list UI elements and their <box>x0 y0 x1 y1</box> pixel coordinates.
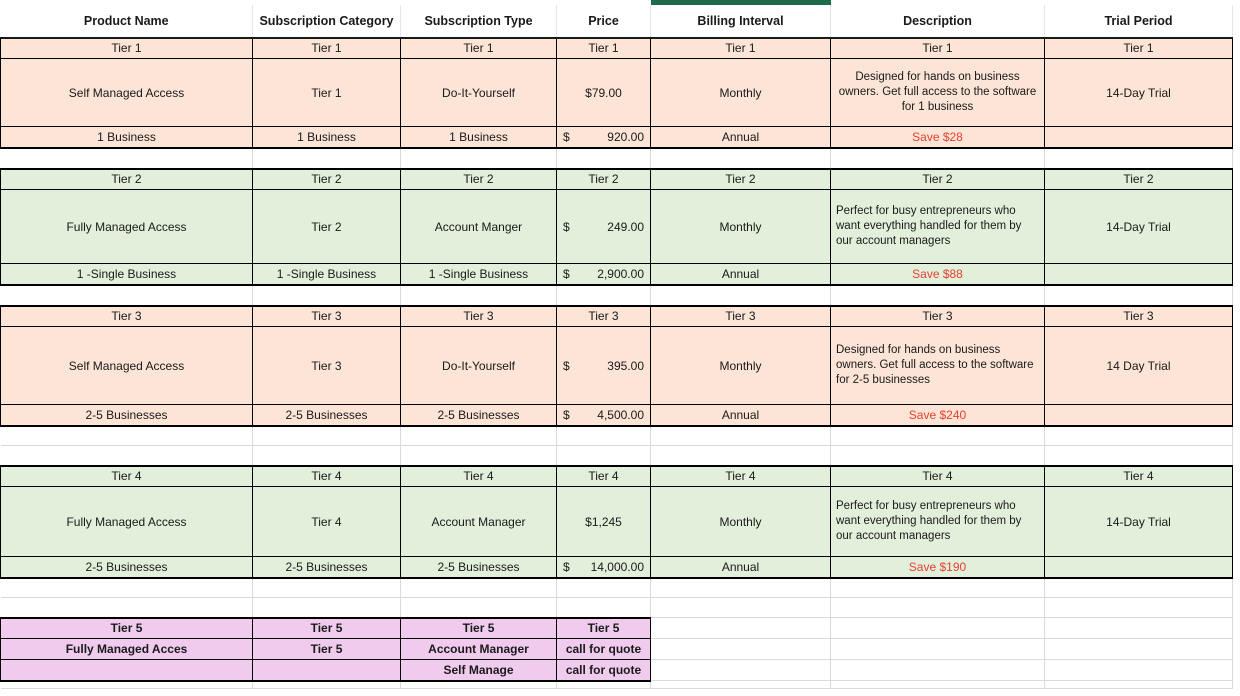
tier1-price-cell[interactable]: $79.00 <box>557 59 651 127</box>
amount: 395.00 <box>607 358 644 373</box>
tier1-label-cell[interactable]: Tier 1 <box>401 38 557 59</box>
tier4-main-row <box>1 487 1233 557</box>
tier1-interval-cell[interactable]: Monthly <box>651 59 831 127</box>
tier4-annual-row <box>1 557 1233 578</box>
grid-cell[interactable] <box>651 660 831 681</box>
tier3-trial-cell[interactable]: 14 Day Trial <box>1045 327 1233 405</box>
tier5-label-cell[interactable]: Tier 5 <box>401 618 557 639</box>
header-row <box>1 3 1233 38</box>
tier5-label-cell[interactable]: Tier 5 <box>253 618 401 639</box>
grid-cell[interactable] <box>1 148 253 169</box>
tier2-trial-cell[interactable]: 14-Day Trial <box>1045 190 1233 264</box>
tier1-annual-row <box>1 127 1233 148</box>
tier2-product-cell[interactable]: Fully Managed Access <box>1 190 253 264</box>
grid-cell[interactable] <box>557 681 651 689</box>
tier2-label-cell[interactable]: Tier 2 <box>401 169 557 190</box>
tier1-trial-cell[interactable]: 14-Day Trial <box>1045 59 1233 127</box>
tier4-label-cell[interactable]: Tier 4 <box>651 466 831 487</box>
grid-cell[interactable] <box>651 681 831 689</box>
spacer-row <box>1 148 1233 169</box>
spacer-row <box>1 681 1233 689</box>
tier5-main-row <box>1 639 1233 660</box>
grid-cell[interactable] <box>1 426 253 446</box>
tier3-category-cell[interactable]: Tier 3 <box>253 327 401 405</box>
tier5-empty-cell[interactable] <box>253 660 401 681</box>
tier4-unit-cell[interactable]: 2-5 Businesses <box>253 557 401 578</box>
amount: 249.00 <box>607 219 644 234</box>
grid-cell[interactable] <box>401 446 557 466</box>
grid-cell[interactable] <box>253 578 401 598</box>
amount: 920.00 <box>607 129 644 144</box>
tier3-annual-row <box>1 405 1233 426</box>
grid-cell[interactable] <box>253 426 401 446</box>
col-header-billing-interval[interactable]: Billing Interval <box>651 3 831 38</box>
amount: 14,000.00 <box>590 559 644 574</box>
grid-cell[interactable] <box>1 578 253 598</box>
grid-cell[interactable] <box>831 681 1045 689</box>
tier1-label-cell[interactable]: Tier 1 <box>1 38 253 59</box>
tier3-empty-cell[interactable] <box>1045 405 1233 426</box>
tier4-label-cell[interactable]: Tier 4 <box>1 466 253 487</box>
tier5-price2-cell[interactable]: call for quote <box>557 660 651 681</box>
tier4-save-cell[interactable]: Save $190 <box>831 557 1045 578</box>
tier1-annual-price-cell[interactable] <box>557 127 651 148</box>
tier4-annual-price-cell[interactable] <box>557 557 651 578</box>
grid-cell[interactable] <box>557 578 651 598</box>
spacer-row <box>1 426 1233 446</box>
tier4-price-cell[interactable]: $1,245 <box>557 487 651 557</box>
grid-cell[interactable] <box>401 426 557 446</box>
tier5-type2-cell[interactable]: Self Manage <box>401 660 557 681</box>
grid-cell[interactable] <box>1045 639 1233 660</box>
amount: 2,900.00 <box>597 266 644 281</box>
spacer-row <box>1 578 1233 598</box>
tier4-annual-interval-cell[interactable]: Annual <box>651 557 831 578</box>
grid-cell[interactable] <box>1045 578 1233 598</box>
grid-cell[interactable] <box>557 148 651 169</box>
currency-symbol: $ <box>563 407 570 422</box>
tier2-main-row <box>1 190 1233 264</box>
grid-cell[interactable] <box>1 681 253 689</box>
tier3-save-cell[interactable]: Save $240 <box>831 405 1045 426</box>
tier5-label-cell[interactable]: Tier 5 <box>1 618 253 639</box>
col-header-subscription-type[interactable]: Subscription Type <box>401 3 557 38</box>
grid-cell[interactable] <box>1 285 253 306</box>
tier1-unit-cell[interactable]: 1 Business <box>1 127 253 148</box>
tier2-label-cell[interactable]: Tier 2 <box>651 169 831 190</box>
tier4-empty-cell[interactable] <box>1045 557 1233 578</box>
col-header-description[interactable]: Description <box>831 3 1045 38</box>
tier4-product-cell[interactable]: Fully Managed Access <box>1 487 253 557</box>
tier1-label-cell[interactable]: Tier 1 <box>253 38 401 59</box>
grid-cell[interactable] <box>831 148 1045 169</box>
tier2-category-cell[interactable]: Tier 2 <box>253 190 401 264</box>
grid-cell[interactable] <box>401 578 557 598</box>
tier2-price-cell[interactable] <box>557 190 651 264</box>
tier3-annual-price-cell[interactable] <box>557 405 651 426</box>
currency-symbol: $ <box>563 559 570 574</box>
tier4-label-cell[interactable]: Tier 4 <box>253 466 401 487</box>
grid-cell[interactable] <box>831 639 1045 660</box>
grid-cell[interactable] <box>651 639 831 660</box>
grid-cell[interactable] <box>253 148 401 169</box>
tier1-label-cell[interactable]: Tier 1 <box>831 38 1045 59</box>
tier3-interval-cell[interactable]: Monthly <box>651 327 831 405</box>
grid-cell[interactable] <box>1 446 253 466</box>
col-header-trial-period[interactable]: Trial Period <box>1045 3 1233 38</box>
tier4-description-cell[interactable]: Perfect for busy entrepreneurs who want everything handled for them by our account managers <box>831 487 1045 557</box>
tier1-type-cell[interactable]: Do-It-Yourself <box>401 59 557 127</box>
tier3-unit-cell[interactable]: 2-5 Businesses <box>401 405 557 426</box>
grid-cell[interactable] <box>1045 148 1233 169</box>
tier3-description-cell[interactable]: Designed for hands on business owners. Get full access to the software for 2-5 businesses <box>831 327 1045 405</box>
tier4-category-cell[interactable]: Tier 4 <box>253 487 401 557</box>
tier3-unit-cell[interactable]: 2-5 Businesses <box>253 405 401 426</box>
tier1-description-cell[interactable]: Designed for hands on business owners. Get full access to the software for 1 business <box>831 59 1045 127</box>
tier3-label-cell[interactable]: Tier 3 <box>401 306 557 327</box>
tier2-label-cell[interactable]: Tier 2 <box>253 169 401 190</box>
grid-cell[interactable] <box>831 578 1045 598</box>
tier4-label-cell[interactable]: Tier 4 <box>831 466 1045 487</box>
grid-cell[interactable] <box>1045 426 1233 446</box>
tier4-interval-cell[interactable]: Monthly <box>651 487 831 557</box>
grid-cell[interactable] <box>253 446 401 466</box>
tier2-label-cell[interactable]: Tier 2 <box>1 169 253 190</box>
grid-cell[interactable] <box>831 618 1045 639</box>
tier1-unit-cell[interactable]: 1 Business <box>401 127 557 148</box>
tier3-type-cell[interactable]: Do-It-Yourself <box>401 327 557 405</box>
grid-cell[interactable] <box>651 578 831 598</box>
tier4-unit-cell[interactable]: 2-5 Businesses <box>1 557 253 578</box>
spacer-row <box>1 598 1233 618</box>
tier2-label-cell[interactable]: Tier 2 <box>1045 169 1233 190</box>
tier3-label-cell[interactable]: Tier 3 <box>651 306 831 327</box>
grid-cell[interactable] <box>1045 446 1233 466</box>
tier3-product-cell[interactable]: Self Managed Access <box>1 327 253 405</box>
currency-symbol: $ <box>563 129 570 144</box>
tier4-trial-cell[interactable]: 14-Day Trial <box>1045 487 1233 557</box>
grid-cell[interactable] <box>651 285 831 306</box>
tier4-type-cell[interactable]: Account Manager <box>401 487 557 557</box>
tier3-label-cell[interactable]: Tier 3 <box>831 306 1045 327</box>
grid-cell[interactable] <box>651 598 831 618</box>
tier1-label-row <box>1 38 1233 59</box>
tier1-label-cell[interactable]: Tier 1 <box>1045 38 1233 59</box>
grid-cell[interactable] <box>1045 618 1233 639</box>
tier3-label-cell[interactable]: Tier 3 <box>1 306 253 327</box>
tier2-label-cell[interactable]: Tier 2 <box>557 169 651 190</box>
tier2-unit-cell[interactable]: 1 -Single Business <box>401 264 557 285</box>
tier3-main-row <box>1 327 1233 405</box>
grid-cell[interactable] <box>831 446 1045 466</box>
grid-cell[interactable] <box>253 285 401 306</box>
tier5-product-cell[interactable]: Fully Managed Acces <box>1 639 253 660</box>
tier5-secondary-row <box>1 660 1233 681</box>
col-header-price[interactable]: Price <box>557 3 651 38</box>
currency-symbol: $ <box>563 219 570 234</box>
grid-cell[interactable] <box>253 681 401 689</box>
grid-cell[interactable] <box>253 598 401 618</box>
tier4-unit-cell[interactable]: 2-5 Businesses <box>401 557 557 578</box>
grid-cell[interactable] <box>557 598 651 618</box>
tier1-annual-interval-cell[interactable]: Annual <box>651 127 831 148</box>
amount: 4,500.00 <box>597 407 644 422</box>
tier1-category-cell[interactable]: Tier 1 <box>253 59 401 127</box>
spacer-row <box>1 446 1233 466</box>
grid-cell[interactable] <box>1045 681 1233 689</box>
grid-cell[interactable] <box>557 426 651 446</box>
grid-cell[interactable] <box>557 446 651 466</box>
tier5-price-cell[interactable]: call for quote <box>557 639 651 660</box>
currency-symbol: $ <box>563 358 570 373</box>
grid-cell[interactable] <box>651 148 831 169</box>
tier5-label-cell[interactable]: Tier 5 <box>557 618 651 639</box>
grid-cell[interactable] <box>1045 285 1233 306</box>
tier1-main-row <box>1 59 1233 127</box>
tier2-unit-cell[interactable]: 1 -Single Business <box>253 264 401 285</box>
grid-cell[interactable] <box>831 285 1045 306</box>
tier3-annual-interval-cell[interactable]: Annual <box>651 405 831 426</box>
tier3-label-cell[interactable]: Tier 3 <box>1045 306 1233 327</box>
currency-symbol: $ <box>563 266 570 281</box>
grid-cell[interactable] <box>1045 660 1233 681</box>
col-header-product-name[interactable]: Product Name <box>1 3 253 38</box>
col-header-subscription-category[interactable]: Subscription Category <box>253 3 401 38</box>
tier4-label-cell[interactable]: Tier 4 <box>557 466 651 487</box>
tier4-label-cell[interactable]: Tier 4 <box>1045 466 1233 487</box>
grid-cell[interactable] <box>401 148 557 169</box>
tier2-annual-price-cell[interactable] <box>557 264 651 285</box>
tier3-unit-cell[interactable]: 2-5 Businesses <box>1 405 253 426</box>
tier5-type-cell[interactable]: Account Manager <box>401 639 557 660</box>
tier2-annual-row <box>1 264 1233 285</box>
tier5-empty-cell[interactable] <box>1 660 253 681</box>
spacer-row <box>1 285 1233 306</box>
tier4-label-row <box>1 466 1233 487</box>
tier5-category-cell[interactable]: Tier 5 <box>253 639 401 660</box>
grid-cell[interactable] <box>401 681 557 689</box>
tier3-label-cell[interactable]: Tier 3 <box>253 306 401 327</box>
tier1-product-cell[interactable]: Self Managed Access <box>1 59 253 127</box>
grid-cell[interactable] <box>831 426 1045 446</box>
tier2-label-row <box>1 169 1233 190</box>
tier3-price-cell[interactable] <box>557 327 651 405</box>
tier5-label-row <box>1 618 1233 639</box>
tier1-save-cell[interactable]: Save $28 <box>831 127 1045 148</box>
grid-cell[interactable] <box>401 598 557 618</box>
tier1-empty-cell[interactable] <box>1045 127 1233 148</box>
tier2-label-cell[interactable]: Tier 2 <box>831 169 1045 190</box>
grid-cell[interactable] <box>401 285 557 306</box>
grid-cell[interactable] <box>831 598 1045 618</box>
tier3-label-row <box>1 306 1233 327</box>
tier2-description-cell[interactable]: Perfect for busy entrepreneurs who want everything handled for them by our account managers <box>831 190 1045 264</box>
tier1-label-cell[interactable]: Tier 1 <box>651 38 831 59</box>
grid-cell[interactable] <box>1 598 253 618</box>
tier2-annual-interval-cell[interactable]: Annual <box>651 264 831 285</box>
tier3-label-cell[interactable]: Tier 3 <box>557 306 651 327</box>
tier2-unit-cell[interactable]: 1 -Single Business <box>1 264 253 285</box>
tier1-label-cell[interactable]: Tier 1 <box>557 38 651 59</box>
tier2-empty-cell[interactable] <box>1045 264 1233 285</box>
grid-cell[interactable] <box>1045 598 1233 618</box>
grid-cell[interactable] <box>557 285 651 306</box>
tier2-save-cell[interactable]: Save $88 <box>831 264 1045 285</box>
tier2-interval-cell[interactable]: Monthly <box>651 190 831 264</box>
grid-cell[interactable] <box>651 618 831 639</box>
tier2-type-cell[interactable]: Account Manger <box>401 190 557 264</box>
tier1-unit-cell[interactable]: 1 Business <box>253 127 401 148</box>
grid-cell[interactable] <box>651 446 831 466</box>
grid-cell[interactable] <box>831 660 1045 681</box>
grid-cell[interactable] <box>651 426 831 446</box>
tier4-label-cell[interactable]: Tier 4 <box>401 466 557 487</box>
